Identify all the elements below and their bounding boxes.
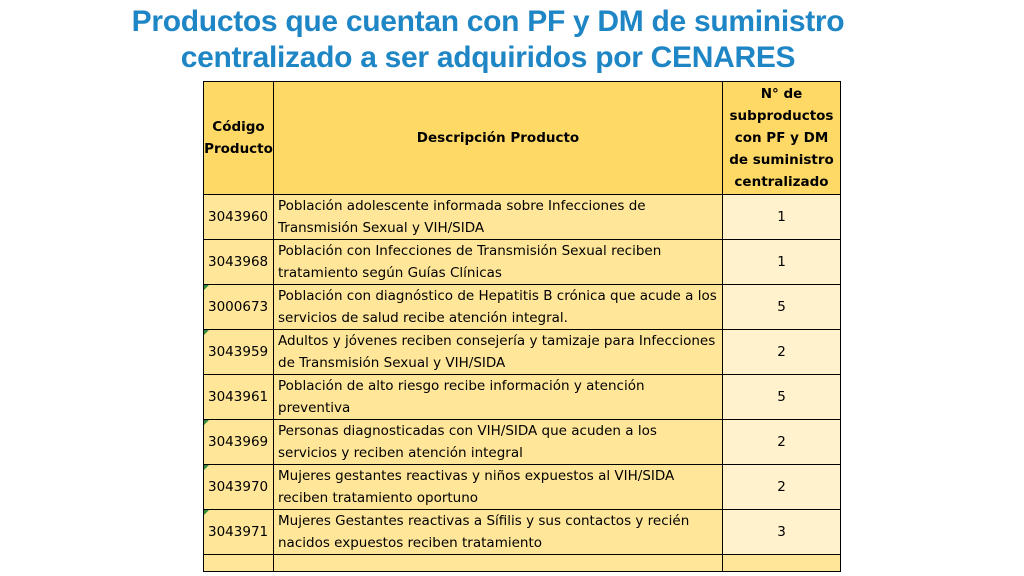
subproduct-count: 1 [723, 240, 841, 285]
title-line-1: Productos que cuentan con PF y DM de suministro [131, 5, 845, 38]
product-description: Población adolescente informada sobre Infecciones de Transmisión Sexual y VIH/SIDA [274, 195, 723, 240]
empty-cell [723, 555, 841, 572]
product-code: 3043959 [204, 330, 274, 375]
header-description: Descripción Producto [274, 82, 723, 195]
table-row [204, 195, 841, 240]
header-code: Código Producto [204, 82, 274, 195]
title-line-2: centralizado a ser adquiridos por CENARES [180, 41, 796, 74]
product-code: 3043971 [204, 510, 274, 555]
header-count: N° de subproductos con PF y DM de suministro centralizado [723, 82, 841, 195]
product-description: Personas diagnosticadas con VIH/SIDA que acuden a los servicios y reciben atención integral [274, 420, 723, 465]
subproduct-count: 3 [723, 510, 841, 555]
table-row [204, 465, 841, 510]
products-table [203, 81, 841, 572]
empty-table-row [204, 555, 841, 572]
table-row [204, 510, 841, 555]
product-description: Población con diagnóstico de Hepatitis B crónica que acude a los servicios de salud recibe atención integral. [274, 285, 723, 330]
subproduct-count: 2 [723, 330, 841, 375]
product-description: Mujeres gestantes reactivas y niños expuestos al VIH/SIDA reciben tratamiento oportuno [274, 465, 723, 510]
table-row [204, 330, 841, 375]
product-description: Población con Infecciones de Transmisión Sexual reciben tratamiento según Guías Clínicas [274, 240, 723, 285]
product-description: Mujeres Gestantes reactivas a Sífilis y sus contactos y recién nacidos expuestos reciben tratamiento [274, 510, 723, 555]
subproduct-count: 2 [723, 465, 841, 510]
product-code: 3043969 [204, 420, 274, 465]
table-row [204, 285, 841, 330]
empty-cell [274, 555, 723, 572]
product-code: 3043968 [204, 240, 274, 285]
table-row [204, 420, 841, 465]
product-code: 3043970 [204, 465, 274, 510]
product-code: 3043960 [204, 195, 274, 240]
subproduct-count: 5 [723, 285, 841, 330]
product-description: Adultos y jóvenes reciben consejería y tamizaje para Infecciones de Transmisión Sexual y VIH/SIDA [274, 330, 723, 375]
table-header-row [204, 82, 841, 195]
product-code: 3043961 [204, 375, 274, 420]
product-code: 3000673 [204, 285, 274, 330]
table-row [204, 240, 841, 285]
page-title [0, 4, 976, 76]
subproduct-count: 1 [723, 195, 841, 240]
product-description: Población de alto riesgo recibe información y atención preventiva [274, 375, 723, 420]
empty-cell [204, 555, 274, 572]
subproduct-count: 2 [723, 420, 841, 465]
table-row [204, 375, 841, 420]
subproduct-count: 5 [723, 375, 841, 420]
